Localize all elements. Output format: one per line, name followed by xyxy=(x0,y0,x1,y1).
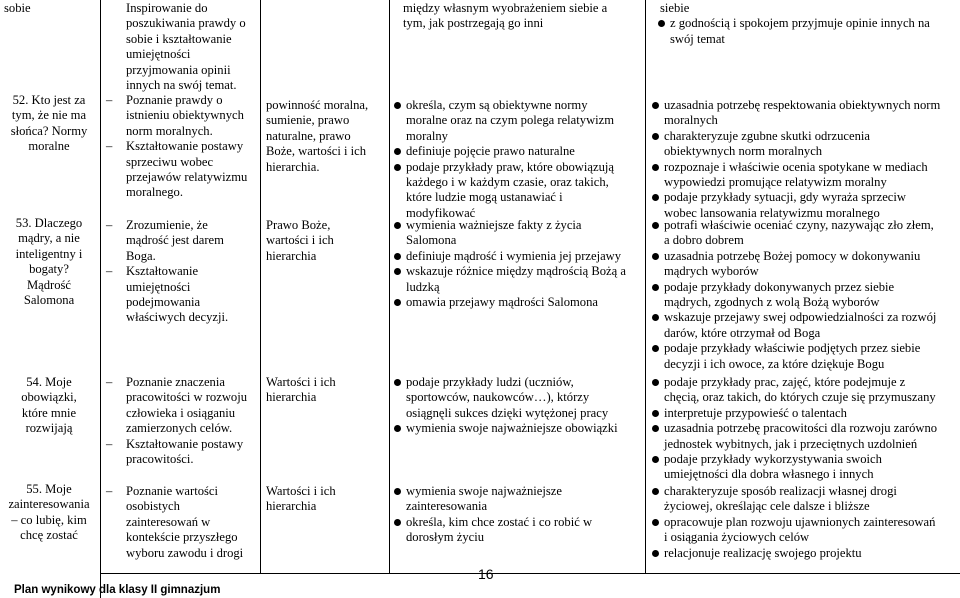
row0-basic-requirements: między własnym wyobrażeniem siebie a tym, jak postrzegają go inni xyxy=(403,1,608,31)
page-number: 16 xyxy=(478,566,494,582)
topic-55: 55. Moje zainteresowania – co lubię, kim chcę zostać xyxy=(8,482,90,543)
bullet-icon xyxy=(658,20,665,27)
content-53: Prawo Boże, wartości i ich hierarchia xyxy=(266,218,334,263)
list-item: wskazuje różnice między mądrością Bożą a xyxy=(394,264,634,279)
bullet-icon xyxy=(394,222,401,229)
bullet-icon xyxy=(652,194,659,201)
list-item: – Kształtowanie postawy xyxy=(106,436,244,451)
list-item: definiuje mądrość i wymienia jej przejawy xyxy=(394,249,634,264)
basic-requirements-55: wymienia swoje najważniejsze zainteresowania określa, kim chce zostać i co robić w dorosłym życiu xyxy=(394,484,634,546)
topic-53: 53. Dlaczego mądry, a nie inteligentny i bogaty? Mądrość Salomona xyxy=(15,216,83,308)
goals-55: – Poznanie wartości osobistych zainteresowań w kontekście przyszłego wyboru zawodu i drogi xyxy=(104,484,256,561)
bullet-icon xyxy=(652,519,659,526)
goals-52: – Poznanie prawdy o istnieniu obiektywnych norm moralnych. – Kształtowanie postawy sprzeciwu wobec przejawów relatywizmu moralnego. xyxy=(104,93,256,201)
bullet-icon xyxy=(652,102,659,109)
list-item: – Poznanie wartości xyxy=(106,484,218,498)
bullet-icon xyxy=(652,488,659,495)
list-item: – Zrozumienie, że xyxy=(106,218,208,232)
list-item: uzasadnia potrzebę Bożej pomocy w dokonywaniu xyxy=(652,249,957,264)
column-border-4 xyxy=(645,0,646,574)
bullet-icon xyxy=(394,425,401,432)
list-item: interpretuje przypowieść o talentach xyxy=(652,406,957,421)
bullet-icon xyxy=(394,253,401,260)
goals-54: – Poznanie znaczenia pracowitości w rozwoju człowieka i osiąganiu zamierzonych celów. – Kształtowanie postawy pracowitości. xyxy=(104,375,256,467)
column-border-3 xyxy=(389,0,390,574)
list-item: rozpoznaje i właściwie ocenia spotykane w mediach xyxy=(652,160,957,175)
bullet-icon xyxy=(394,164,401,171)
list-item: wymienia ważniejsze fakty z życia xyxy=(394,218,634,233)
list-item: określa, czym są obiektywne normy xyxy=(394,98,634,113)
extended-requirements-53: potrafi właściwie oceniać czyny, nazywając zło złem, a dobro dobrem uzasadnia potrzebę Bożej pomocy w dokonywaniu mądrych wyborów podaje przykłady dokonywanych przez siebie mądrych, zgodnych z wolą Bożą wyborów wskazuje przejawy swej odpowiedzialności za rozwój darów, które otrzymał od Boga podaje przykłady właściwie podjętych przez siebie decyzji i ich owoce, za które dziękuje Bogu xyxy=(652,218,957,372)
bullet-icon xyxy=(652,164,659,171)
bullet-icon xyxy=(652,410,659,417)
bullet-icon xyxy=(394,148,401,155)
list-item: potrafi właściwie oceniać czyny, nazywając zło złem, xyxy=(652,218,957,233)
extended-requirements-54: podaje przykłady prac, zajęć, które podejmuje z chęcią, oraz takich, do których czuje się przymuszany interpretuje przypowieść o talentach uzasadnia potrzebę pracowitości dla rozwoju zarówno jednostek wybitnych, jak i przeciętnych uzdolnień podaje przykłady wykorzystywania swoich umiejętności dla dobra własnego i innych xyxy=(652,375,957,483)
list-item: definiuje pojęcie prawo naturalne xyxy=(394,144,634,159)
bullet-icon xyxy=(394,268,401,275)
row0-extended-requirements: siebie z godnością i spokojem przyjmuje opinie innych na swój temat xyxy=(660,1,960,47)
bullet-icon xyxy=(394,379,401,386)
bullet-icon xyxy=(394,299,401,306)
column-border-1 xyxy=(100,0,101,598)
topic-54: 54. Moje obowiązki, które mnie rozwijają xyxy=(21,375,77,436)
row0-goals: Inspirowanie do poszukiwania prawdy o sobie i kształtowanie umiejętności przyjmowania opinii innych na swój temat. xyxy=(126,1,246,93)
list-item: omawia przejawy mądrości Salomona xyxy=(394,295,634,310)
list-item: uzasadnia potrzebę pracowitości dla rozwoju zarówno xyxy=(652,421,957,436)
list-item: podaje przykłady ludzi (uczniów, xyxy=(394,375,634,390)
list-item: podaje przykłady sytuacji, gdy wyraża sprzeciw xyxy=(652,190,957,205)
list-item: charakteryzuje zgubne skutki odrzucenia xyxy=(652,129,957,144)
list-item: podaje przykłady dokonywanych przez siebie xyxy=(652,280,957,295)
extended-requirements-55: charakteryzuje sposób realizacji własnej drogi życiowej, określając cele dalsze i bliższe opracowuje plan rozwoju ujawnionych zainteresowań i osiągania życiowych celów relacjonuje realizację swojego projektu xyxy=(652,484,957,561)
bullet-icon xyxy=(652,133,659,140)
list-item: podaje przykłady właściwie podjętych przez siebie xyxy=(652,341,957,356)
list-item: opracowuje plan rozwoju ujawnionych zainteresowań xyxy=(652,515,957,530)
bullet-icon xyxy=(652,379,659,386)
list-item: – Kształtowanie postawy xyxy=(106,139,244,154)
bullet-icon xyxy=(394,488,401,495)
list-item: podaje przykłady prac, zajęć, które podejmuje z xyxy=(652,375,957,390)
content-55: Wartości i ich hierarchia xyxy=(266,484,336,514)
content-54: Wartości i ich hierarchia xyxy=(266,375,336,405)
table-bottom-border xyxy=(100,573,960,574)
list-item: podaje przykłady wykorzystywania swoich xyxy=(652,452,957,467)
basic-requirements-53: wymienia ważniejsze fakty z życia Salomona definiuje mądrość i wymienia jej przejawy wskazuje różnice między mądrością Bożą a ludzką omawia przejawy mądrości Salomona xyxy=(394,218,634,310)
bullet-icon xyxy=(394,519,401,526)
list-item: z godnością i spokojem przyjmuje opinie innych na xyxy=(658,16,960,31)
list-item: wskazuje przejawy swej odpowiedzialności za rozwój xyxy=(652,310,957,325)
bullet-icon xyxy=(652,222,659,229)
list-item: wymienia swoje najważniejsze xyxy=(394,484,634,499)
bullet-icon xyxy=(652,345,659,352)
basic-requirements-54: podaje przykłady ludzi (uczniów, sportowców, naukowców…), którzy osiągnęli sukces dzięki wytężonej pracy wymienia swoje najważniejsze obowiązki xyxy=(394,375,634,437)
list-item: relacjonuje realizację swojego projektu xyxy=(652,546,957,561)
bullet-icon xyxy=(652,253,659,260)
basic-requirements-52: określa, czym są obiektywne normy moralne oraz na czym polega relatywizm moralny definiuje pojęcie prawo naturalne podaje przykłady praw, które obowiązują każdego i w każdym czasie, oraz takich, które ludzie mogą ustanawiać i modyfikować xyxy=(394,98,634,221)
bullet-icon xyxy=(652,456,659,463)
bullet-icon xyxy=(652,550,659,557)
content-52: powinność moralna, sumienie, prawo naturalne, prawo Boże, wartości i ich hierarchia. xyxy=(266,98,369,174)
row0-topic: sobie xyxy=(4,1,31,15)
list-item: uzasadnia potrzebę respektowania obiektywnych norm xyxy=(652,98,957,113)
page-footer: Plan wynikowy dla klasy II gimnazjum xyxy=(14,584,221,596)
list-item: – Kształtowanie xyxy=(106,264,199,279)
bullet-icon xyxy=(652,314,659,321)
bullet-icon xyxy=(394,102,401,109)
list-item: określa, kim chce zostać i co robić w xyxy=(394,515,634,530)
extended-requirements-52: uzasadnia potrzebę respektowania obiektywnych norm moralnych charakteryzuje zgubne skutki odrzucenia obiektywnych norm moralnych rozpoznaje i właściwie ocenia spotykane w mediach wypowiedzi promujące relatywizm moralny podaje przykłady sytuacji, gdy wyraża sprzeciw wobec lansowania relatywizmu moralnego xyxy=(652,98,957,221)
list-item: charakteryzuje sposób realizacji własnej drogi xyxy=(652,484,957,499)
list-item: podaje przykłady praw, które obowiązują xyxy=(394,160,634,175)
list-item: wymienia swoje najważniejsze obowiązki xyxy=(394,421,634,436)
list-item: – Poznanie znaczenia xyxy=(106,375,225,389)
bullet-icon xyxy=(652,425,659,432)
goals-53: – Zrozumienie, że mądrość jest darem Boga. – Kształtowanie umiejętności podejmowania właściwych decyzji. xyxy=(104,218,256,326)
list-item: – Poznanie prawdy o xyxy=(106,93,223,107)
topic-52: 52. Kto jest za tym, że nie ma słońca? Normy moralne xyxy=(10,93,88,154)
bullet-icon xyxy=(652,284,659,291)
